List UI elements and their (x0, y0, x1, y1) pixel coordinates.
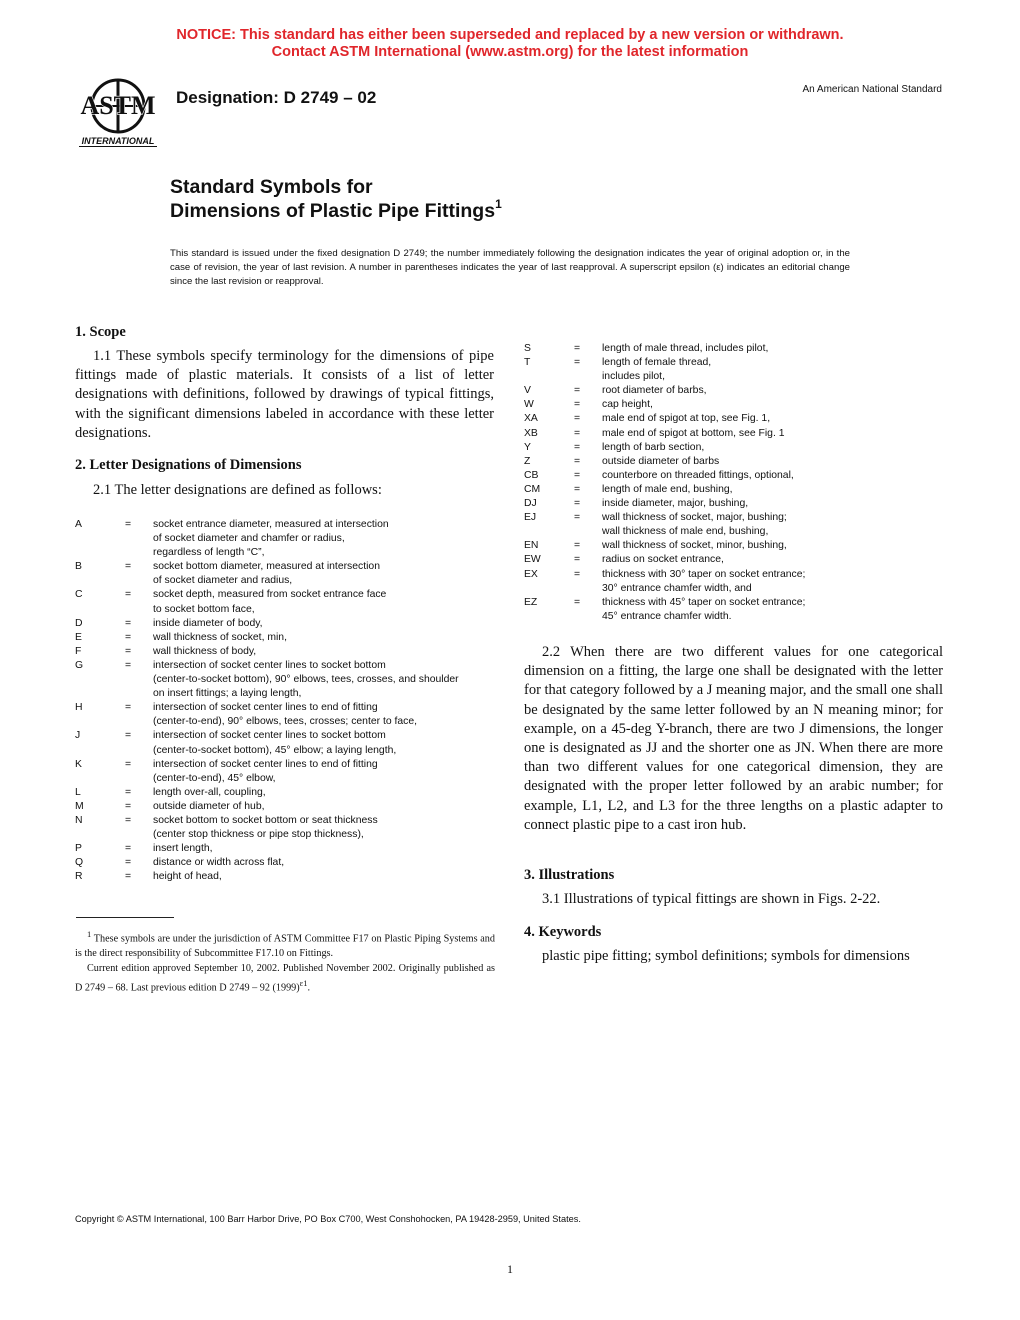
scope-heading: 1. Scope (75, 324, 126, 340)
definition-equals: = (125, 800, 132, 812)
definition-symbol: D (75, 617, 83, 629)
definition-text: thickness with 45° taper on socket entrance; 45° entrance chamfer width. (602, 596, 806, 622)
definition-text: cap height, (602, 399, 653, 411)
definition-text: length of male end, bushing, (602, 483, 733, 495)
definition-equals: = (574, 568, 581, 580)
definition-symbol: EN (524, 540, 539, 552)
definition-equals: = (125, 645, 132, 657)
definition-row (524, 568, 944, 596)
definition-row (75, 842, 505, 856)
definition-symbol: EX (524, 568, 538, 580)
copyright: Copyright © ASTM International, 100 Barr Harbor Drive, PO Box C700, West Conshohocken, PA 19428-2959, United States. (75, 1214, 581, 1224)
keywords-heading: 4. Keywords (524, 924, 602, 940)
definition-text: root diameter of barbs, (602, 385, 707, 397)
definition-row (75, 659, 505, 701)
definition-text: length of female thread, includes pilot, (602, 357, 712, 383)
definition-equals: = (574, 498, 581, 510)
definition-equals: = (574, 385, 581, 397)
letters-heading: 2. Letter Designations of Dimensions (75, 457, 302, 473)
definition-row (524, 511, 944, 539)
definition-symbol: N (75, 814, 83, 826)
definition-text: socket bottom diameter, measured at intersection of socket diameter and radius, (153, 561, 380, 587)
definition-text: intersection of socket center lines to end of fitting (center-to-end), 45° elbow, (153, 758, 378, 784)
astm-logo-icon (75, 76, 161, 148)
document-title (170, 175, 502, 223)
letters-paragraph: 2.1 The letter designations are defined as follows: (93, 482, 382, 498)
definition-equals: = (125, 589, 132, 601)
keywords-paragraph: plastic pipe fitting; symbol definitions; symbols for dimensions (542, 948, 910, 964)
title-line-1: Standard Symbols for (170, 176, 373, 198)
definition-text: male end of spigot at top, see Fig. 1, (602, 413, 771, 425)
definition-equals: = (574, 343, 581, 354)
title-line-2: Dimensions of Plastic Pipe Fittings (170, 200, 496, 222)
definition-text: wall thickness of socket, major, bushing; wall thickness of male end, bushing, (602, 512, 787, 538)
definition-equals: = (574, 469, 581, 481)
definition-row (524, 356, 944, 384)
definition-symbol: T (524, 357, 531, 369)
definition-row (524, 553, 944, 567)
footnote-text-2: Current edition approved September 10, 2002. Published November 2002. Originally published as D 2749 – 68. Last previous edition D 2749 – 92 (1999) (75, 962, 495, 994)
definition-equals: = (125, 814, 132, 826)
definition-symbol: G (75, 659, 84, 671)
definition-equals: = (125, 758, 132, 770)
illustrations-heading: 3. Illustrations (524, 867, 615, 883)
definition-symbol: M (75, 800, 84, 812)
definition-list-left (75, 518, 505, 884)
definition-symbol: EZ (524, 596, 538, 608)
definition-text: socket entrance diameter, measured at intersection of socket diameter and chamfer or radius, regardless of length “C”, (153, 519, 389, 559)
definition-symbol: R (75, 871, 83, 883)
definition-row (75, 631, 505, 645)
definition-equals: = (125, 730, 132, 742)
definition-text: inside diameter, major, bushing, (602, 498, 749, 510)
definition-row (524, 539, 944, 553)
definition-text: thickness with 30° taper on socket entrance; 30° entrance chamfer width, and (602, 568, 806, 594)
definition-symbol: DJ (524, 498, 537, 510)
definition-row (524, 342, 944, 356)
notice-line-2: Contact ASTM International (www.astm.org) for the latest information (271, 44, 749, 60)
definition-text: height of head, (153, 871, 222, 883)
footnote-text-2-end: . (307, 982, 311, 994)
definition-row (75, 617, 505, 631)
definition-symbol: V (524, 385, 531, 397)
definition-equals: = (125, 702, 132, 714)
definition-text: socket bottom to socket bottom or seat thickness (center stop thickness or pipe stop thickness), (153, 814, 378, 841)
definition-text: intersection of socket center lines to socket bottom (center-to-socket bottom), 90° elbows, tees, crosses, and shoulder on insert fittings; a laying length, (153, 659, 459, 700)
notice-line-1: NOTICE: This standard has either been superseded and replaced by a new version or withdrawn. (176, 27, 844, 43)
designation: Designation: D 2749 – 02 (176, 88, 377, 107)
definition-equals: = (574, 455, 581, 467)
definition-equals: = (574, 554, 581, 566)
definition-equals: = (574, 413, 581, 425)
definition-row (75, 645, 505, 659)
definition-row (75, 814, 505, 842)
definition-symbol: E (75, 631, 82, 643)
definition-row (75, 786, 505, 800)
definition-equals: = (125, 871, 132, 883)
paragraph-2-2: 2.2 When there are two different values for one categorical dimension on a fitting, the large one shall be designated with the letter for that category followed by a J meaning major, and the small one shall be designated by the same letter followed by an N meaning minor; for example, on a 45-deg Y-branch, there are two J dimensions, the longer one is designated as JJ and the shorter one as JN. When there are more than two different values for one categorical dimension, they are designated with the proper letter followed by an arabic number; for example, L1, L2, and L3 for the three lengths on a plastic adapter to connect plastic pipe to a cast iron hub. (524, 644, 943, 833)
definition-symbol: CB (524, 469, 539, 481)
definition-row (524, 412, 944, 426)
logo-text: ASTM (80, 91, 156, 120)
definition-text: length of barb section, (602, 441, 705, 453)
issued-note: This standard is issued under the fixed designation D 2749; the number immediately following the designation indicates the year of original adoption or, in the case of revision, the year of last revision. A number in parentheses indicates the year of last reapproval. A superscript epsilon (ε) indicates an editorial change since the last revision or reapproval. (170, 248, 850, 288)
definition-row (75, 856, 505, 870)
definition-equals: = (125, 786, 132, 798)
definition-row (75, 518, 505, 560)
definition-text: inside diameter of body, (153, 617, 263, 629)
definition-equals: = (125, 519, 132, 530)
definition-row (524, 441, 944, 455)
definition-text: distance or width across flat, (153, 857, 285, 869)
definition-row (75, 870, 505, 884)
definition-symbol: Q (75, 857, 84, 869)
definition-symbol: S (524, 343, 531, 354)
definition-row (75, 588, 505, 616)
definition-equals: = (125, 617, 132, 629)
definition-symbol: P (75, 843, 82, 855)
definition-text: wall thickness of socket, minor, bushing, (602, 540, 787, 552)
definition-equals: = (574, 427, 581, 439)
definition-row (524, 455, 944, 469)
definition-symbol: J (75, 730, 81, 742)
definition-row (524, 427, 944, 441)
page-number: 1 (507, 1262, 513, 1276)
definition-equals: = (574, 483, 581, 495)
definition-equals: = (574, 357, 581, 369)
definition-equals: = (574, 441, 581, 453)
definition-equals: = (574, 399, 581, 411)
definition-row (75, 758, 505, 786)
definition-row (524, 596, 944, 624)
definition-symbol: CM (524, 483, 541, 495)
footnote (75, 927, 495, 996)
definition-symbol: EW (524, 554, 541, 566)
definition-symbol: A (75, 519, 82, 530)
definition-text: intersection of socket center lines to socket bottom (center-to-socket bottom), 45° elbow; a laying length, (153, 730, 397, 756)
definition-equals: = (125, 843, 132, 855)
footnote-number: 1 (87, 929, 92, 939)
definition-row (524, 469, 944, 483)
definition-text: wall thickness of socket, min, (153, 631, 287, 643)
footnote-rule (76, 917, 174, 918)
definition-symbol: Z (524, 455, 531, 467)
definition-text: length of male thread, includes pilot, (602, 343, 769, 354)
definition-text: radius on socket entrance, (602, 554, 724, 566)
definition-equals: = (574, 512, 581, 524)
definition-row (75, 800, 505, 814)
definition-row (524, 398, 944, 412)
definition-symbol: EJ (524, 512, 537, 524)
definition-symbol: C (75, 589, 83, 601)
footnote-text-1: These symbols are under the jurisdiction of ASTM Committee F17 on Plastic Piping Systems and is the direct responsibility of Subcommittee F17.10 on Fittings. (75, 933, 495, 959)
definition-row (524, 497, 944, 511)
definition-text: length over-all, coupling, (153, 786, 266, 798)
definition-text: socket depth, measured from socket entrance face to socket bottom face, (153, 589, 387, 615)
definition-equals: = (125, 659, 132, 671)
definition-row (75, 560, 505, 588)
definition-text: outside diameter of barbs (602, 455, 720, 467)
withdrawn-notice (0, 27, 1020, 61)
definition-symbol: H (75, 702, 83, 714)
definition-symbol: B (75, 561, 82, 573)
definition-row (75, 729, 505, 757)
definition-equals: = (125, 631, 132, 643)
definition-symbol: Y (524, 441, 531, 453)
definition-equals: = (125, 561, 132, 573)
definition-text: wall thickness of body, (153, 645, 257, 657)
definition-text: outside diameter of hub, (153, 800, 265, 812)
logo-subtext: INTERNATIONAL (81, 136, 155, 146)
definition-symbol: XA (524, 413, 538, 425)
definition-text: intersection of socket center lines to end of fitting (center-to-end), 90° elbows, tees, crosses; center to face, (153, 702, 418, 728)
definition-list-right (524, 342, 944, 624)
illustrations-paragraph: 3.1 Illustrations of typical fittings are shown in Figs. 2-22. (542, 891, 881, 907)
definition-row (75, 701, 505, 729)
definition-text: counterbore on threaded fittings, optional, (602, 469, 794, 481)
definition-row (524, 384, 944, 398)
definition-equals: = (574, 596, 581, 608)
astm-logo (75, 76, 161, 148)
scope-paragraph: 1.1 These symbols specify terminology for the dimensions of pipe fittings made of plastic materials. It consists of a list of letter designations with definitions, followed by drawings of typical fittings, with the significant dimensions labeled in accordance with these letter designations. (75, 348, 494, 441)
definition-equals: = (125, 857, 132, 869)
definition-text: male end of spigot at bottom, see Fig. 1 (602, 427, 785, 439)
american-national-standard: An American National Standard (802, 84, 942, 95)
definition-symbol: F (75, 645, 82, 657)
definition-symbol: XB (524, 427, 538, 439)
definition-symbol: W (524, 399, 534, 411)
title-footnote-ref: 1 (495, 196, 502, 211)
footnote-epsilon: ε1 (299, 978, 308, 989)
definition-symbol: L (75, 786, 81, 798)
definition-equals: = (574, 540, 581, 552)
definition-row (524, 483, 944, 497)
definition-symbol: K (75, 758, 82, 770)
definition-text: insert length, (153, 843, 213, 855)
